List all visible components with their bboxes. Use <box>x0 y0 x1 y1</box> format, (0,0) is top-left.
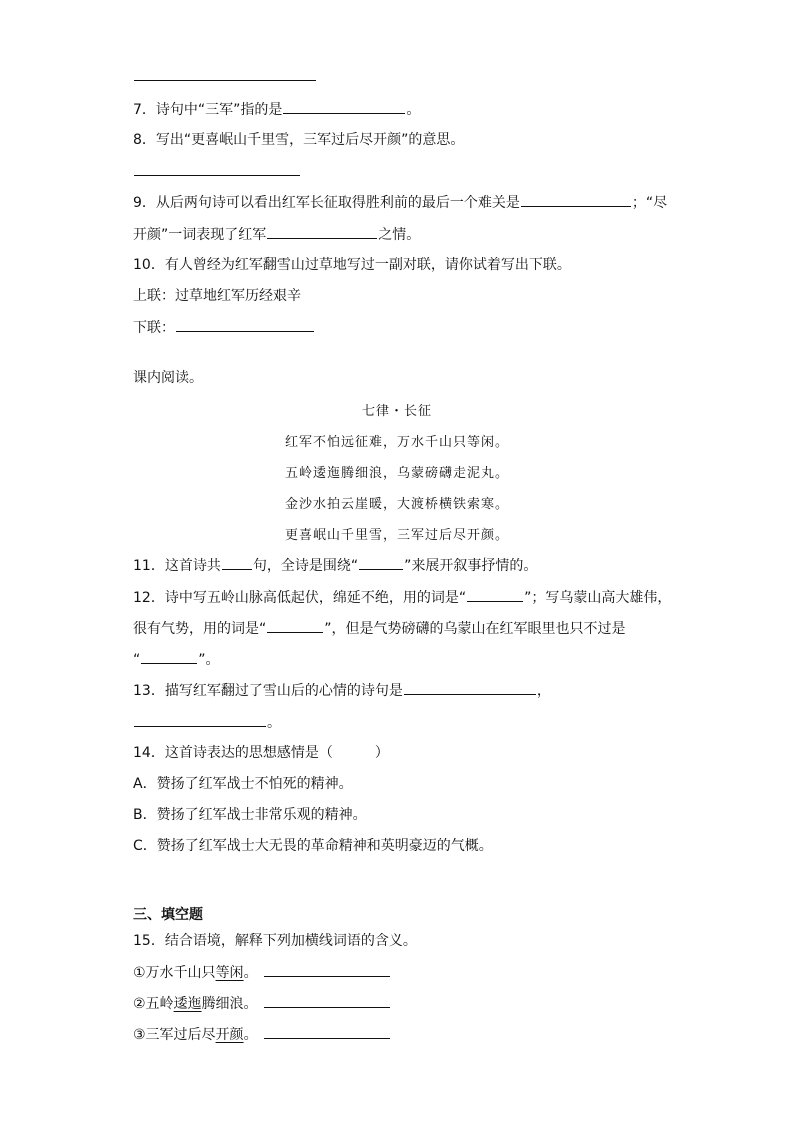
question-12-text: ”。 <box>198 652 220 668</box>
question-9-line-1 <box>133 192 667 213</box>
question-7 <box>133 99 420 120</box>
reading-title: 课内阅读。 <box>133 370 203 386</box>
question-14 <box>133 743 389 763</box>
option-a-text: A．赞扬了红军战士不怕死的精神。 <box>133 776 353 792</box>
couplet-upper <box>133 286 301 306</box>
answer-blank[interactable] <box>467 587 523 602</box>
question-11 <box>133 555 537 576</box>
question-10 <box>133 255 571 275</box>
item-text: ③三军过后尽 <box>133 1027 216 1043</box>
question-12-text: ”；写乌蒙山高大雄伟， <box>524 590 672 606</box>
answer-blank[interactable] <box>359 555 403 570</box>
punctuation: 。 <box>406 102 421 118</box>
question-9-line-2 <box>133 224 420 245</box>
question-13-text: 。 <box>267 715 281 731</box>
answer-blank[interactable] <box>267 224 377 239</box>
answer-line[interactable] <box>133 161 301 182</box>
answer-line[interactable] <box>133 66 317 87</box>
option-c-text: C．赞扬了红军战士大无畏的革命精神和英明豪迈的气概。 <box>133 838 493 854</box>
question-7-text: 7．诗句中“三军”指的是 <box>133 102 283 118</box>
question-13-text: ， <box>536 683 551 699</box>
option-b[interactable] <box>133 805 367 825</box>
question-9-text: 9．从后两句诗可以看出红军长征取得胜利前的最后一个难关是 <box>133 195 520 211</box>
question-9-text: ；“尽 <box>631 195 668 211</box>
answer-blank[interactable] <box>264 993 390 1008</box>
question-11-text: ”来展开叙事抒情的。 <box>404 558 538 574</box>
option-b-text: B．赞扬了红军战士非常乐观的精神。 <box>133 807 367 823</box>
answer-blank[interactable] <box>264 1024 390 1039</box>
question-10-text: 10．有人曾经为红军翻雪山过草地写过一副对联，请你试着写出下联。 <box>133 257 571 273</box>
answer-blank[interactable] <box>222 555 252 570</box>
poem-line: 金沙水拍云崖暖，大渡桥横铁索寒。 <box>284 497 509 512</box>
question-8-text: 8．写出“更喜岷山千里雪，三军过后尽开颜”的意思。 <box>133 132 465 148</box>
section-3-title: 三、填空题 <box>133 907 203 923</box>
item-text: 。 <box>243 1027 258 1043</box>
answer-blank[interactable] <box>176 317 314 332</box>
question-12-line-2 <box>133 618 626 639</box>
question-15-item-2 <box>133 993 391 1014</box>
item-text: ②五岭 <box>133 996 174 1012</box>
answer-blank[interactable] <box>141 649 197 664</box>
poem-title: 七律・长征 <box>361 404 432 419</box>
question-15-item-1 <box>133 962 391 983</box>
question-15 <box>133 931 417 951</box>
question-14-text: 14．这首诗表达的思想感情是（ ） <box>133 745 389 761</box>
poem-line: 更喜岷山千里雪，三军过后尽开颜。 <box>284 528 509 543</box>
question-12-text: 12．诗中写五岭山脉高低起伏，绵延不绝，用的词是“ <box>133 590 467 606</box>
poem-line: 五岭逶迤腾细浪，乌蒙磅礴走泥丸。 <box>284 466 509 481</box>
question-13-line-2 <box>133 712 281 733</box>
question-12-line-3 <box>133 649 220 670</box>
question-13-line-1 <box>133 680 551 701</box>
poem-line: 红军不怕远征难，万水千山只等闲。 <box>284 435 509 450</box>
couplet-lower <box>133 317 315 338</box>
question-9-text: 之情。 <box>378 227 421 243</box>
answer-blank[interactable] <box>283 99 405 114</box>
item-text: ①万水千山只 <box>133 965 216 981</box>
underlined-word: 等闲 <box>215 965 244 981</box>
question-12-line-1 <box>133 587 671 608</box>
item-text: 。 <box>243 965 258 981</box>
question-12-text: “ <box>133 652 141 668</box>
section-title <box>133 368 203 388</box>
question-8 <box>133 130 464 150</box>
question-11-text: 句，全诗是围绕“ <box>252 558 359 574</box>
option-a[interactable] <box>133 774 353 794</box>
question-13-text: 13．描写红军翻过了雪山后的心情的诗句是 <box>133 683 403 699</box>
underlined-word: 开颜 <box>215 1027 244 1043</box>
section-heading <box>133 905 203 925</box>
question-9-text: 开颜”一词表现了红军 <box>133 227 267 243</box>
question-11-text: 11．这首诗共 <box>133 558 221 574</box>
question-12-text: 很有气势，用的词是“ <box>133 621 267 637</box>
couplet-upper-text: 上联：过草地红军历经艰辛 <box>133 288 301 304</box>
question-12-text: ”，但是气势磅礴的乌蒙山在红军眼里也只不过是 <box>324 621 626 637</box>
underlined-word: 逶迤 <box>173 996 202 1012</box>
answer-blank[interactable] <box>264 962 390 977</box>
answer-blank[interactable] <box>521 192 631 207</box>
answer-blank[interactable] <box>134 712 266 727</box>
item-text: 腾细浪。 <box>201 996 258 1012</box>
question-15-item-3 <box>133 1024 391 1045</box>
question-15-text: 15．结合语境，解释下列加横线词语的含义。 <box>133 933 417 949</box>
option-c[interactable] <box>133 836 493 856</box>
couplet-lower-label: 下联： <box>133 320 175 336</box>
answer-blank[interactable] <box>267 618 323 633</box>
answer-blank[interactable] <box>404 680 536 695</box>
